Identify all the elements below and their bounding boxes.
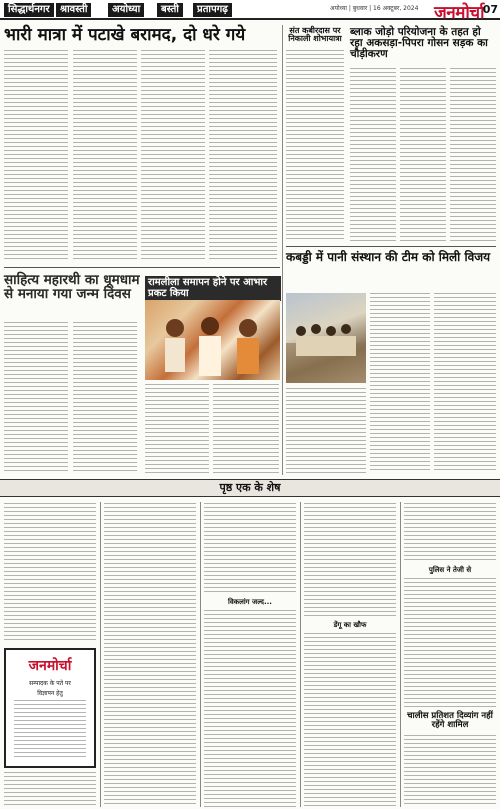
ad-body (14, 700, 86, 760)
kabaddi-headline: कबड्डी में पानी संस्थान की टीम को मिली विजय (286, 250, 491, 264)
bottom-col1 (4, 503, 96, 643)
san-kabir-headline: संत कबीरदास पर निकाली शोभायात्रा (288, 26, 342, 44)
team-image-icon (286, 293, 366, 383)
ramleela-body-col2 (213, 384, 279, 474)
bottom-col5b (404, 578, 496, 708)
bottom-col1b (4, 772, 96, 806)
lead-headline: भारी मात्रा में पटाखे बरामद, दो धरे गये (4, 25, 246, 45)
date-line: अयोध्या | बुधवार | 16 अक्टूबर, 2024 (330, 5, 419, 12)
kabaddi-photo (286, 293, 366, 383)
continued-banner: पृष्ठ एक के शेष (0, 479, 500, 497)
ramleela-headline: रामलीला समापन होने पर आभार प्रकट किया (145, 276, 281, 301)
sahitya-body-col2 (73, 322, 137, 474)
ad-box (4, 648, 96, 768)
school-subhead: विकलांग जल्द... (228, 598, 272, 606)
lead-body-col3 (141, 50, 205, 262)
bottom-col5a (404, 503, 496, 563)
kabaddi-body-col1 (370, 293, 430, 473)
bottom-col5c (404, 735, 496, 807)
ramleela-body-col1 (145, 384, 209, 474)
fire-subhead: पुलिस ने तेजी से (428, 566, 472, 574)
sahitya-headline: साहित्य महारथी का धूमधाम से मनाया गया जन्म दिवस (4, 272, 140, 303)
kabaddi-body-col0 (286, 388, 366, 474)
ad-line1: सम्पादक के पते पर (29, 680, 71, 687)
lead-body-col1 (4, 50, 68, 262)
bottom-col4b (304, 633, 396, 807)
block-body-col1 (350, 68, 396, 243)
sahitya-body-col1 (4, 322, 68, 474)
section-tab[interactable]: सिद्धार्थनगर (4, 3, 54, 17)
section-tab[interactable]: श्रावस्ती (56, 3, 91, 17)
page-number: 07 (482, 3, 498, 16)
bottom-col4a (304, 503, 396, 617)
ad-title: जनमोर्चा (28, 658, 72, 674)
lead-body-col2 (73, 50, 137, 262)
ad-line2: विज्ञापन हेतु (37, 690, 63, 697)
dengue-subhead: डेंगू का खौफ (333, 621, 367, 629)
bottom-col2 (104, 503, 196, 807)
bottom-col3a (204, 503, 296, 595)
bottom-col3b (204, 610, 296, 807)
section-tab[interactable]: बस्ती (157, 3, 183, 17)
masthead (0, 0, 500, 23)
brand-logo: जनमोर्चा (434, 3, 484, 23)
lead-body-col4 (209, 50, 277, 262)
ramleela-photo (145, 300, 280, 380)
block-body-col2 (400, 68, 446, 243)
san-kabir-body (286, 50, 344, 240)
block-headline: ब्लाक जोड़ो परियोजना के तहत हो रहा अकसड़ा-पिपरा गोसन सड़क का चौड़ीकरण (350, 26, 488, 61)
section-tab[interactable]: प्रतापगढ़ (193, 3, 232, 17)
people-image-icon (145, 300, 280, 380)
section-tab[interactable]: अयोध्या (108, 3, 144, 17)
kabaddi-body-col2 (434, 293, 496, 473)
bottom-right-headline: चालीस प्रतिशत दिव्यांग नहीं रहेंगे शामिल (407, 711, 493, 730)
block-body-col3 (450, 68, 496, 243)
